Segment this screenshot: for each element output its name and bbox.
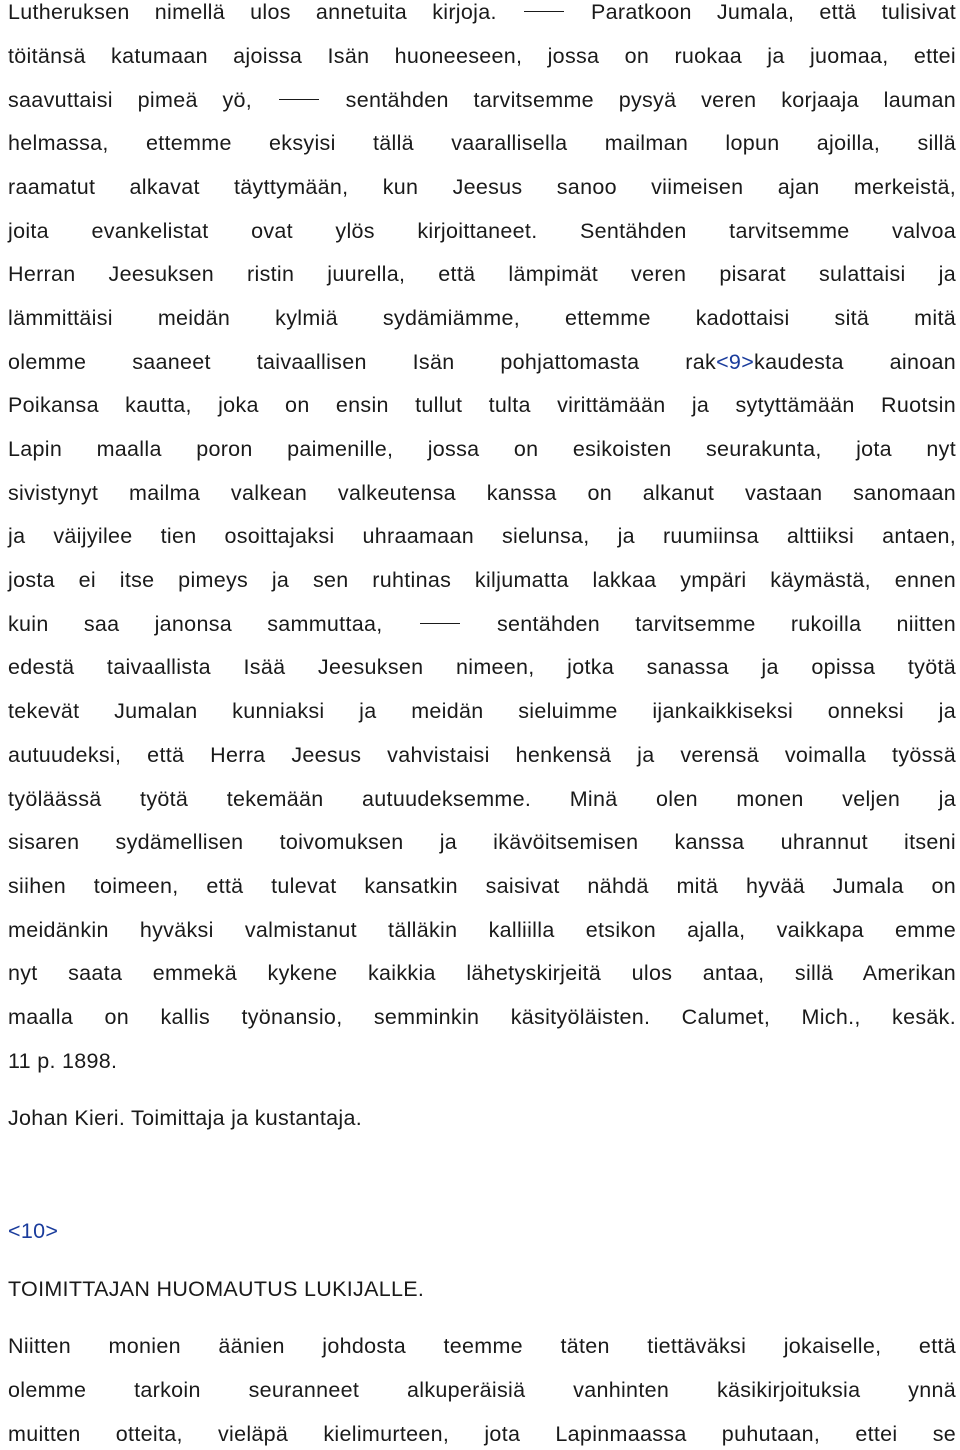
page-marker-10: <10>: [8, 1219, 59, 1243]
text-line: joita evankelistat ovat ylös kirjoittaneet. Sentähden tarvitsemme valvoa: [8, 219, 956, 243]
text-line: Niitten monien äänien johdosta teemme täten tiettäväksi jokaiselle, että: [8, 1334, 956, 1358]
text-line: Herran Jeesuksen ristin juurella, että lämpimät veren pisarat sulattaisi ja: [8, 262, 956, 286]
text-line: helmassa, ettemme eksyisi tällä vaarallisella mailman lopun ajoilla, sillä: [8, 131, 956, 155]
text-line: maalla on kallis työnansio, semminkin käsityöläisten. Calumet, Mich., kesäk.: [8, 1005, 956, 1029]
text-line: työläässä työtä tekemään autuudeksemme. Minä olen monen veljen ja: [8, 787, 956, 811]
text-line: ja väijyilee tien osoittajaksi uhraamaan sielunsa, ja ruumiinsa alttiiksi antaen,: [8, 524, 956, 548]
text-line: josta ei itse pimeys ja sen ruhtinas kiljumatta lakkaa ympäri käymästä, ennen: [8, 568, 956, 592]
em-dash: [524, 11, 564, 12]
signature: Johan Kieri. Toimittaja ja kustantaja.: [8, 1106, 362, 1130]
text-line: töitänsä katumaan ajoissa Isän huoneeseen, jossa on ruokaa ja juomaa, ettei: [8, 44, 956, 68]
text-line: meidänkin hyväksi valmistanut tälläkin kalliilla etsikon ajalla, vaikkapa emme: [8, 918, 956, 942]
text-line: siihen toimeen, että tulevat kansatkin saisivat nähdä mitä hyvää Jumala on: [8, 874, 956, 898]
text-line: tekevät Jumalan kunniaksi ja meidän sieluimme ijankaikkiseksi onneksi ja: [8, 699, 956, 723]
text-line: olemme tarkoin seuranneet alkuperäisiä vanhinten käsikirjoituksia ynnä: [8, 1378, 956, 1402]
text-line: Lapin maalla poron paimenille, jossa on esikoisten seurakunta, jota nyt: [8, 437, 956, 461]
text-line: sisaren sydämellisen toivomuksen ja ikävöitsemisen kanssa uhrannut itseni: [8, 830, 956, 854]
em-dash: [420, 623, 460, 624]
text-line: sivistynyt mailma valkean valkeutensa kanssa on alkanut vastaan sanomaan: [8, 481, 956, 505]
text-line: lämmittäisi meidän kylmiä sydämiämme, ettemme kadottaisi sitä mitä: [8, 306, 956, 330]
text-line: kuin saa janonsa sammuttaa, sentähden tarvitsemme rukoilla niitten: [8, 612, 956, 636]
text-line: nyt saata emmekä kykene kaikkia lähetyskirjeitä ulos antaa, sillä Amerikan: [8, 961, 956, 985]
text-line: saavuttaisi pimeä yö, sentähden tarvitsemme pysyä veren korjaaja lauman: [8, 88, 956, 112]
page-marker-9: <9>: [716, 350, 755, 374]
section-heading: TOIMITTAJAN HUOMAUTUS LUKIJALLE.: [8, 1277, 425, 1301]
em-dash: [279, 99, 319, 100]
text-line: autuudeksi, että Herra Jeesus vahvistaisi henkensä ja verensä voimalla työssä: [8, 743, 956, 767]
text-line: Poikansa kautta, joka on ensin tullut tulta virittämään ja sytyttämään Ruotsin: [8, 393, 956, 417]
text-line: olemme saaneet taivaallisen Isän pohjattomasta rak<9>kaudesta ainoan: [8, 350, 957, 374]
text-line: muitten otteita, vieläpä kielimurteen, jota Lapinmaassa puhutaan, ettei se: [8, 1422, 956, 1446]
text-line: Lutheruksen nimellä ulos annetuita kirjoja. Paratkoon Jumala, että tulisivat: [8, 0, 956, 24]
text-line: edestä taivaallista Isää Jeesuksen nimeen, jotka sanassa ja opissa työtä: [8, 655, 956, 679]
text-line: 11 p. 1898.: [8, 1049, 118, 1073]
text-line: raamatut alkavat täyttymään, kun Jeesus sanoo viimeisen ajan merkeistä,: [8, 175, 956, 199]
